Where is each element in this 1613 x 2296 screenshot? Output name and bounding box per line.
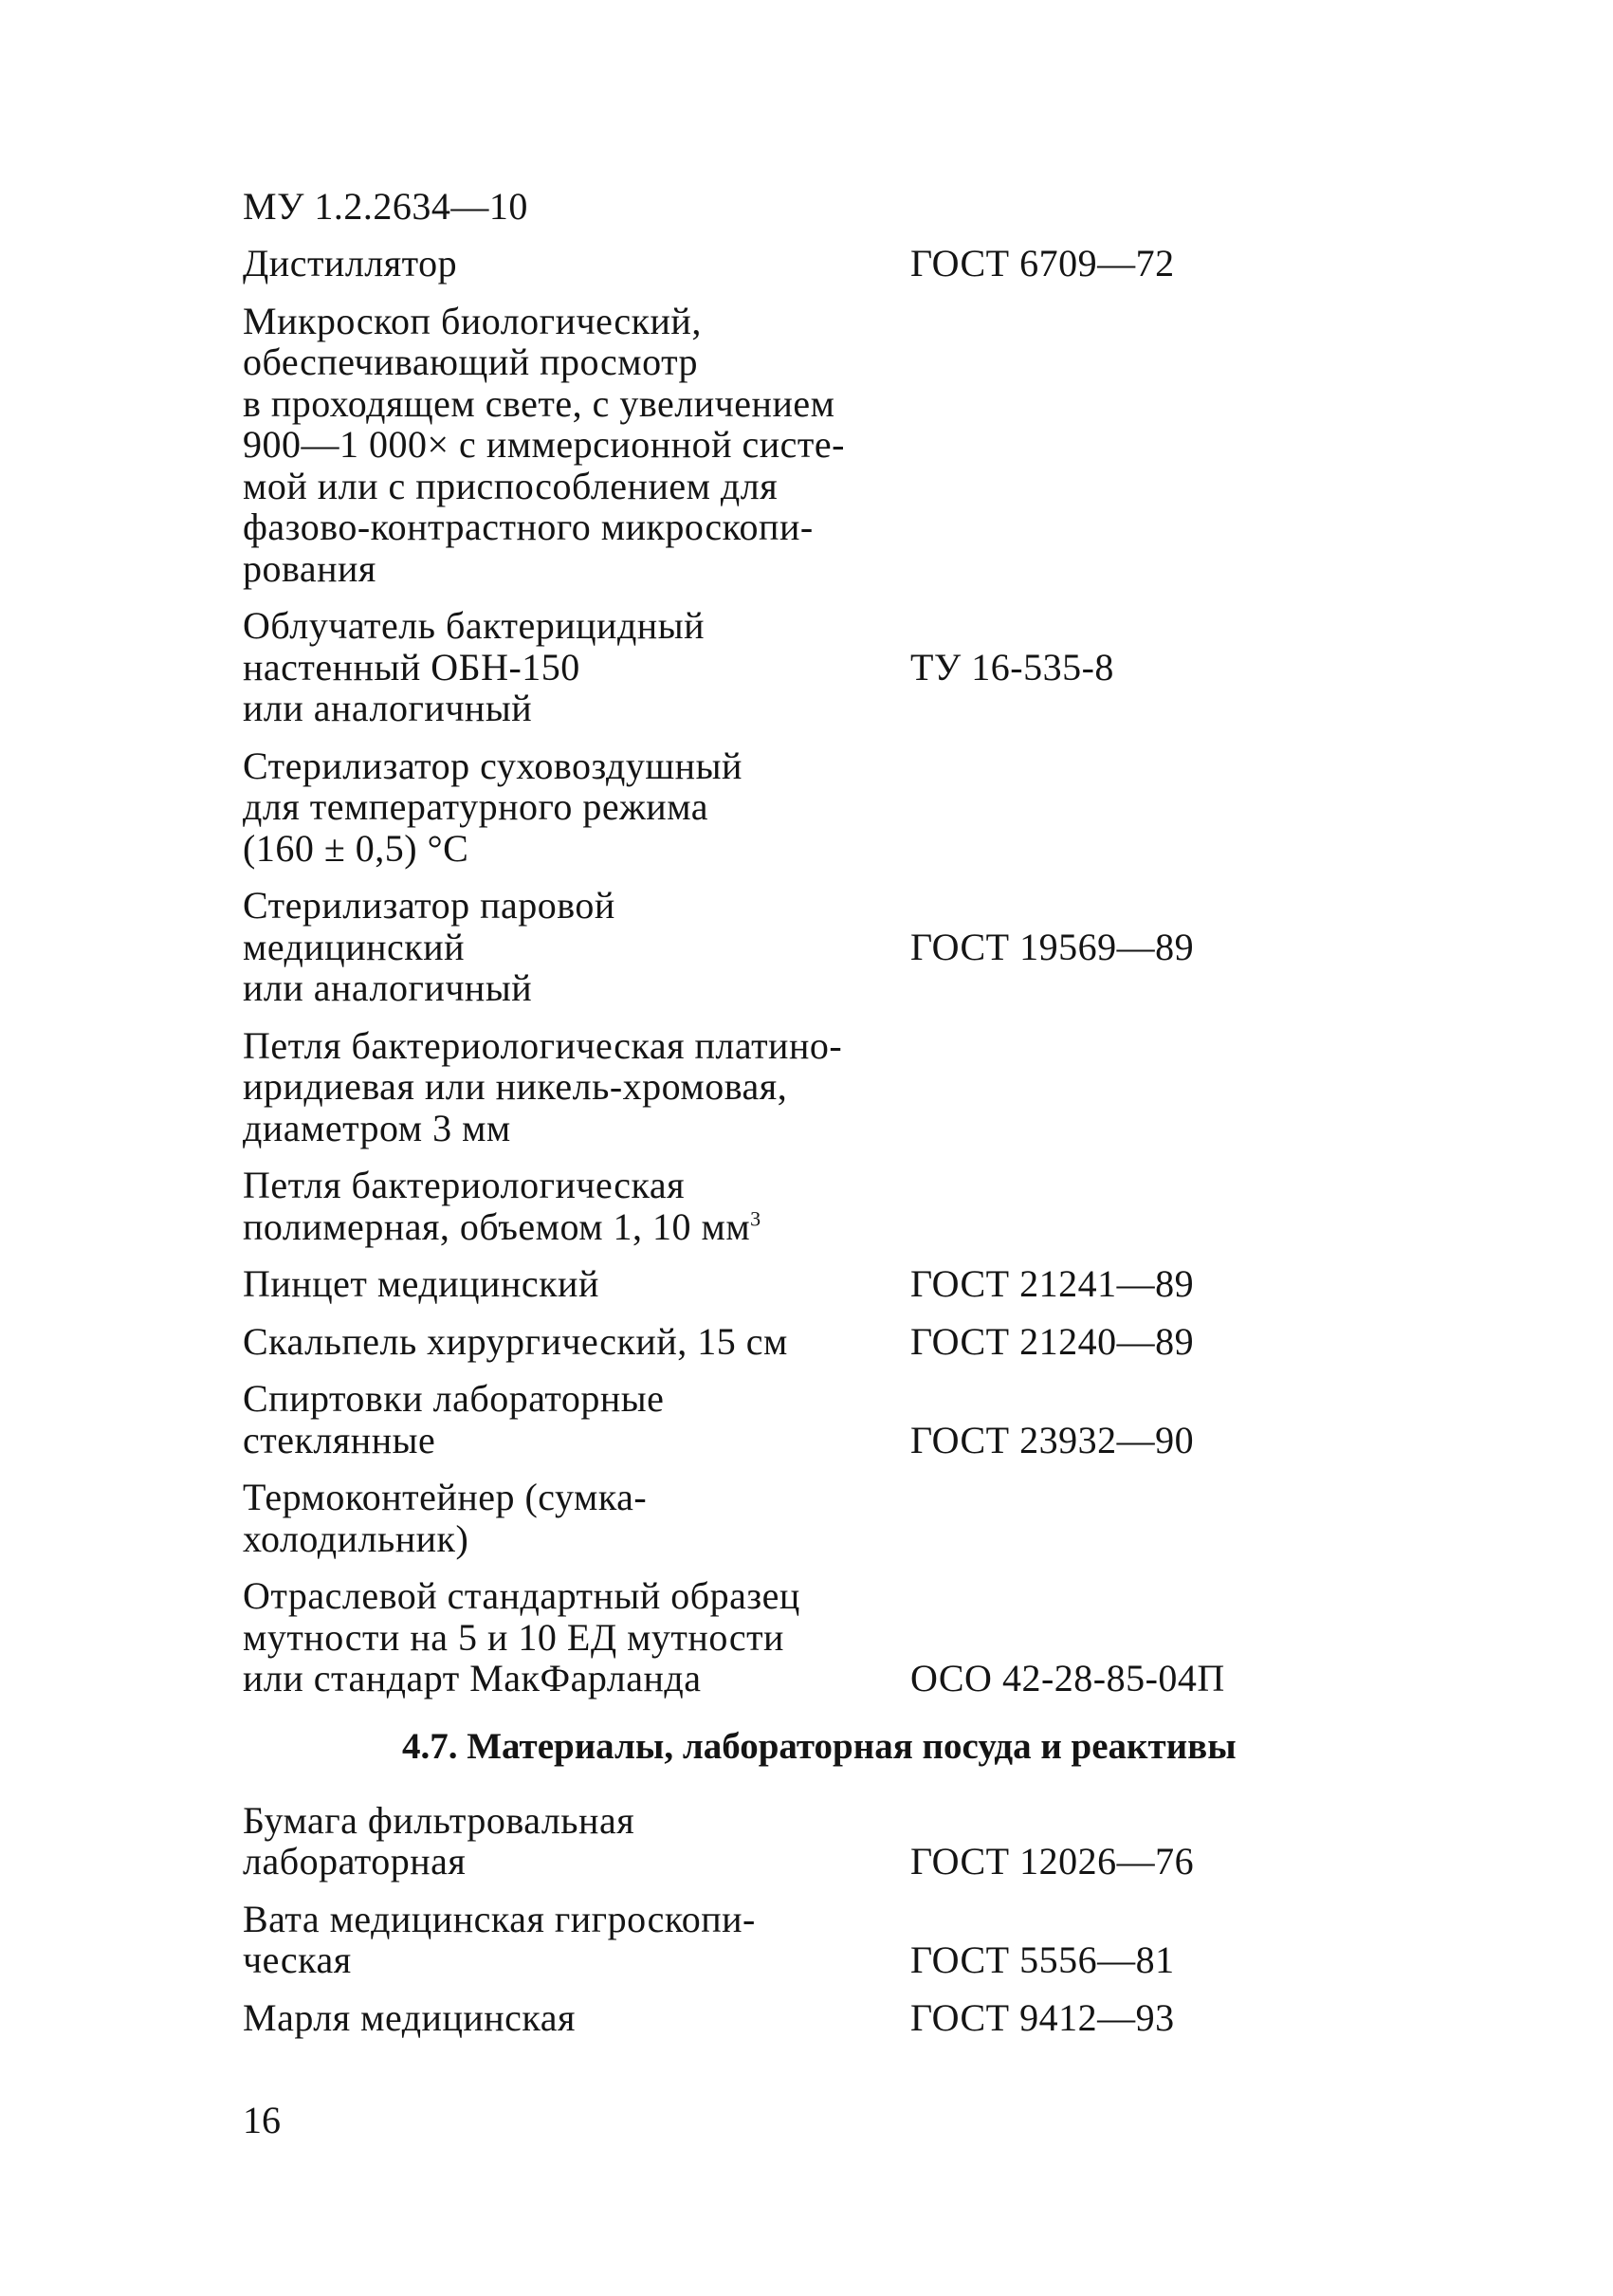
list-item: [243, 243, 1286, 285]
item-name-line: в проходящем свете, с увеличением: [243, 381, 835, 425]
item-name-line: Петля бактериологическая: [243, 1164, 685, 1206]
item-name-line: лабораторная: [243, 1840, 467, 1883]
item-name-line: стеклянные: [243, 1418, 436, 1461]
item-name: [243, 1263, 888, 1305]
item-name-line: Микроскоп биологический,: [243, 299, 702, 342]
item-name-line: Отраслевой стандартный образец: [243, 1574, 800, 1617]
item-name-line: Марля медицинская: [243, 1995, 576, 2039]
list-item: [243, 301, 1286, 590]
item-name: [243, 301, 888, 590]
item-name-line: Петля бактериологическая платино-: [243, 1023, 843, 1067]
item-standard: ГОСТ 19569—89: [910, 925, 1195, 968]
item-name-line: Скальпель хирургический, 15 см: [243, 1319, 788, 1363]
item-name-line: рования: [243, 546, 376, 590]
item-name: [243, 1321, 888, 1363]
item-name-line: медицинский: [243, 925, 466, 968]
item-name: [243, 605, 888, 729]
item-name: [243, 1477, 888, 1559]
item-name-line: Термоконтейнер (сумка-: [243, 1476, 648, 1518]
item-standard: ГОСТ 21240—89: [910, 1319, 1195, 1363]
list-item: [243, 885, 1286, 1009]
list-item: [243, 1575, 1286, 1699]
item-name-line: Дистиллятор: [243, 242, 458, 285]
item-name-line: или аналогичный: [243, 966, 533, 1009]
item-name: [243, 1800, 888, 1883]
page-number: 16: [243, 2099, 281, 2141]
list-item: [243, 1321, 1286, 1363]
item-name-line: обеспечивающий просмотр: [243, 340, 699, 383]
list-item: [243, 1263, 1286, 1305]
item-name: [243, 1997, 888, 2039]
item-standard: ГОСТ 12026—76: [910, 1840, 1195, 1883]
item-name-text: полимерная, объемом 1, 10 мм: [243, 1204, 751, 1248]
requirements-list: [243, 243, 1286, 2054]
item-standard: ГОСТ 21241—89: [910, 1262, 1195, 1305]
document-code-header: МУ 1.2.2634—10: [243, 185, 528, 228]
section-heading: 4.7. Материалы, лабораторная посуда и реактивы: [402, 1725, 1237, 1767]
item-name: [243, 745, 888, 870]
item-standard: ГОСТ 9412—93: [910, 1995, 1175, 2039]
item-standard: ГОСТ 23932—90: [910, 1418, 1195, 1461]
item-standard: ОСО 42-28-85-04П: [910, 1657, 1225, 1699]
item-name-line: или аналогичный: [243, 687, 533, 729]
item-standard: ТУ 16-535-8: [910, 645, 1114, 689]
item-name-line: Вата медицинская гигроскопи-: [243, 1897, 756, 1940]
item-name-line: Стерилизатор суховоздушный: [243, 744, 742, 787]
item-name-line: (160 ± 0,5) °С: [243, 826, 469, 870]
item-name: [243, 1378, 888, 1460]
item-name: [243, 243, 888, 285]
list-item: [243, 605, 1286, 729]
item-name: [243, 1025, 888, 1149]
item-standard: ГОСТ 6709—72: [910, 242, 1175, 285]
item-name-line: 900—1 000× с иммерсионной систе-: [243, 423, 845, 466]
item-name-line: холодильник): [243, 1516, 469, 1560]
superscript-cube: 3: [750, 1206, 761, 1231]
item-name-line: фазово-контрастного микроскопи-: [243, 505, 814, 548]
item-name-line: ческая: [243, 1938, 352, 1981]
item-name-line: для температурного режима: [243, 785, 708, 828]
item-name-line: мой или с приспособлением для: [243, 464, 779, 507]
item-standard: ГОСТ 5556—81: [910, 1938, 1175, 1981]
item-name-line: Стерилизатор паровой: [243, 884, 615, 927]
list-item: [243, 1997, 1286, 2039]
list-item: [243, 1477, 1286, 1559]
item-name: [243, 885, 888, 1009]
item-name: [243, 1575, 888, 1699]
list-item: [243, 1025, 1286, 1149]
item-name: [243, 1899, 888, 1981]
item-name-line: настенный ОБН-150: [243, 645, 580, 689]
item-name-line: мутности на 5 и 10 ЕД мутности: [243, 1615, 784, 1659]
list-item: [243, 1378, 1286, 1460]
item-name-line: Облучатель бактерицидный: [243, 604, 705, 647]
item-name-line: [243, 1206, 888, 1248]
item-name-line: Спиртовки лабораторные: [243, 1377, 665, 1420]
item-name-line: или стандарт МакФарланда: [243, 1657, 702, 1699]
list-item: [243, 1899, 1286, 1981]
item-name-line: диаметром 3 мм: [243, 1106, 511, 1149]
item-name-line: Пинцет медицинский: [243, 1262, 599, 1305]
list-item: [243, 1165, 1286, 1247]
item-name-line: иридиевая или никель-хромовая,: [243, 1065, 788, 1108]
item-name-line: Бумага фильтровальная: [243, 1798, 635, 1842]
item-name: [243, 1165, 888, 1247]
list-item: [243, 745, 1286, 870]
list-item: [243, 1800, 1286, 1883]
